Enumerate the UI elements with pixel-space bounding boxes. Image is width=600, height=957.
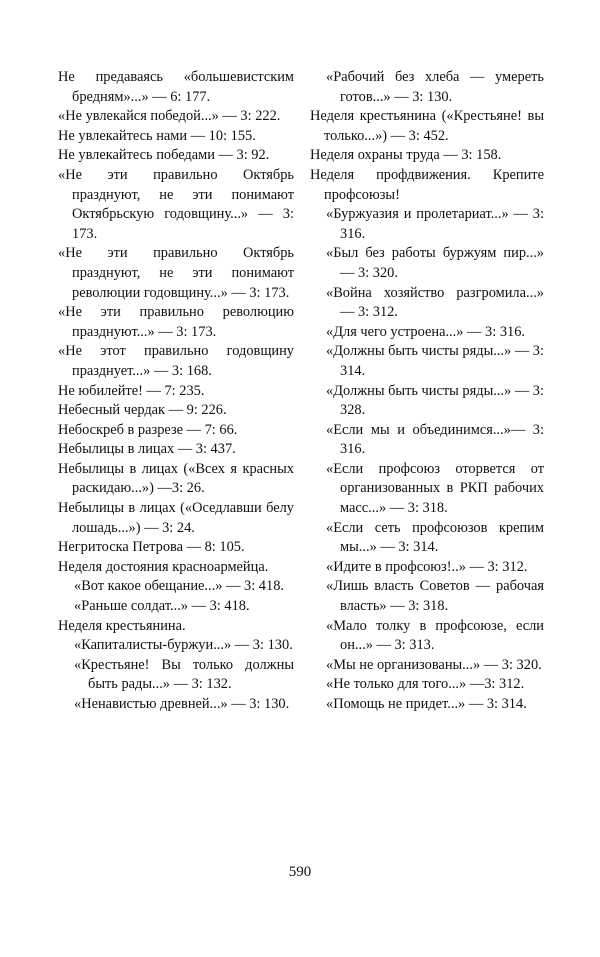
index-subentry: «Идите в профсоюз!..» — 3: 312. (326, 558, 528, 575)
index-entry: «Не эти правильно Октябрь празднуют, не эти понимают Октябрьскую годовщину...» — 3: 173. (58, 166, 294, 242)
index-subentry: «Рабочий без хлеба — умереть готов...» — 3: 130. (326, 69, 544, 105)
index-entry: Небылицы в лицах («Всех я красных раскидаю...») —3: 26. (58, 460, 294, 497)
index-entry: Не юбилейте! — 7: 235. (58, 382, 205, 399)
index-entry: «Не эти правильно революцию празднуют...» — 3: 173. (58, 304, 294, 340)
index-subentry: «Был без работы буржуям пир...» — 3: 320. (326, 245, 544, 281)
page-number: 590 (288, 864, 312, 880)
index-entry: «Не эти правильно Октябрь празднуют, не эти понимают революции годовщину...» — 3: 173. (58, 245, 294, 301)
index-subentry: «Лишь власть Советов — рабочая власть» — 3: 318. (326, 578, 544, 615)
index-entry: «Не этот правильно годовщину празднует...» — 3: 168. (58, 343, 294, 379)
index-subentry: «Если профсоюз оторвется от организованных в РКП рабочих масс...» — 3: 318. (326, 460, 544, 517)
index-subentry: «Если сеть профсоюзов крепим мы...» — 3: 314. (326, 519, 544, 556)
index-heading: Неделя крестьянина. (58, 617, 186, 634)
index-entry: «Не увлекайся победой...» — 3: 222. (58, 108, 281, 125)
index-entry: Неделя охраны труда — 3: 158. (310, 147, 502, 164)
index-entry: Не увлекайтесь нами — 10: 155. (58, 127, 256, 144)
index-entry: Небылицы в лицах — 3: 437. (58, 441, 236, 458)
index-heading: Неделя профдвижения. Крепите профсоюзы! (310, 166, 544, 203)
index-entry: Не предаваясь «большевистским бредням»...» — 6: 177. (58, 69, 294, 105)
index-subentry: «Мы не организованы...» — 3: 320. (326, 656, 542, 673)
index-subentry: «Капиталисты-буржуи...» — 3: 130. (74, 637, 293, 654)
index-subentry: «Для чего устроена...» — 3: 316. (326, 323, 526, 340)
index-subentry: «Должны быть чисты ряды...» — 3: 328. (326, 382, 545, 419)
index-entry: Небылицы в лицах («Оседлавши белу лошадь...») — 3: 24. (58, 500, 294, 536)
index-heading: Неделя достояния красноармейца. (58, 558, 269, 575)
index-entry: Неделя крестьянина («Крестьяне! вы только...») — 3: 452. (310, 108, 544, 144)
index-entry: Небесный чердак — 9: 226. (58, 402, 227, 419)
index-subentry: «Война хозяйство разгромила...» — 3: 312. (326, 284, 544, 321)
index-subentry: «Если мы и объединимся...»— 3: 316. (326, 421, 544, 458)
index-subentry: «Ненавистью древней...» — 3: 130. (74, 696, 290, 712)
index-subentry: «Помощь не придет...» — 3: 314. (326, 696, 527, 712)
index-subentry: «Мало толку в профсоюзе, если он...» — 3: 313. (326, 617, 544, 654)
index-subentry: «Не только для того...» —3: 312. (326, 676, 525, 693)
index-entry: Небоскреб в разрезе — 7: 66. (58, 421, 238, 438)
index-subentry: «Буржуазия и пролетариат...» — 3: 316. (326, 206, 544, 242)
index-subentry: «Должны быть чисты ряды...» — 3: 314. (326, 343, 545, 379)
index-subentry: «Раньше солдат...» — 3: 418. (74, 598, 250, 615)
index-entry: Негритоска Петрова — 8: 105. (58, 539, 245, 556)
index-subentry: «Крестьяне! Вы только должны быть рады...» — 3: 132. (74, 656, 294, 693)
left-column (58, 68, 294, 715)
index-subentry: «Вот какое обещание...» — 3: 418. (74, 578, 284, 595)
right-column (310, 68, 544, 715)
index-entry: Не увлекайтесь победами — 3: 92. (58, 147, 270, 164)
